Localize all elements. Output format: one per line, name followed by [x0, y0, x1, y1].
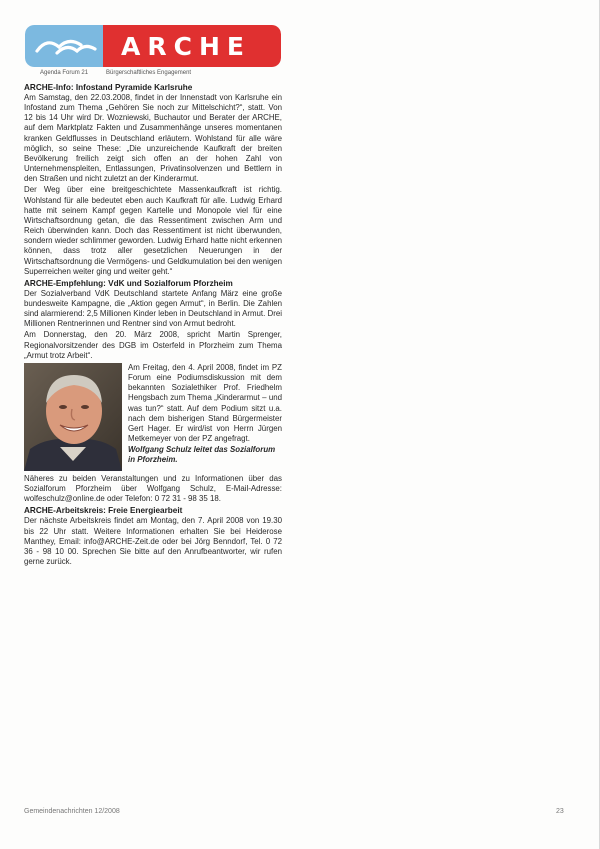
- section-2-contact: Näheres zu beiden Veranstaltungen und zu Informationen über das Sozialforum Pforzheim über Wolfgang Schulz, E-Mail-Adresse: wolfeschulz@online.de oder Telefon: 0 72 31 - 98 35 18.: [24, 473, 282, 504]
- birds-logo-icon: [25, 25, 103, 67]
- section-1-paragraph-1: Am Samstag, den 22.03.2008, findet in der Innenstadt von Karlsruhe ein Infostand zum Thema „Gehören Sie noch zur Mittelschicht?“, statt. Von 12 bis 14 Uhr wird Dr. Wozniewski, Buchautor und Berater der ARCHE, auf dem Marktplatz Fakten und Zusammenhänge unseres momentanen kranken Geldflusses in Deutschland erläutern. Wohlstand für alle wäre möglich, so seine These: „Die unzureichende Kaufkraft der breiten Bevölkerung freilich zeigt sich offen an der hohen Zahl von Unternehmenspleiten, Entlassungen, Privatinsolvenzen und Bettlern in den Straßen und nicht zuletzt an der Kinderarmut.: [24, 93, 282, 184]
- photo-side-paragraph: Am Freitag, den 4. April 2008, findet im PZ Forum eine Podiumsdiskussion mit dem bekannten Sozialethiker Prof. Friedhelm Hengsbach zum Thema „Kinderarmut – und was tun?“ statt. Auf dem Podium sitzt u.a. nach dem bisherigen Stand Bürgermeister Gert Hager. Er wird/ist von Herrn Jürgen Metkemeyer von der PZ angefragt.: [128, 362, 282, 443]
- section-1-paragraph-2: Der Weg über eine breitgeschichtete Massenkaufkraft ist richtig. Wohlstand für alle bedeutet eben auch Kaufkraft für alle. Ludwig Erhard hatte mit seinem Kampf gegen Kartelle und Monopole viel für eine Wirtschaftsordnung getan, die das Ressentiment zwischen Arm und Reich überwinden kann. Doch das Ressentiment ist nicht überwunden, sondern wieder schlimmer geworden. Ludwig Erhard hatte nicht erkennen können, dass trotz aller gesetzlichen Neuerungen in der Wirtschaftsordnung die Vermögens- und Geldkumulation bei den wenigen Superreichen weiter ging und weiter geht.“: [24, 185, 282, 276]
- section-1-title: ARCHE-Info: Infostand Pyramide Karlsruhe: [24, 83, 193, 92]
- logo-sub-left: Agenda Forum 21: [40, 70, 89, 76]
- footer-publication: Gemeindenachrichten 12/2008: [24, 808, 120, 815]
- section-3-paragraph-1: Der nächste Arbeitskreis findet am Montag, den 7. April 2008 von 19.30 bis 22 Uhr statt. Weitere Informationen erhalten Sie bei Heiderose Manthey, Email: info@ARCHE-Zeit.de oder bei Jörg Benndorf, Tel. 0 72 36 - 98 10 00. Sprechen Sie bitte auf den Anrufbeantworter, wir rufen gerne zurück.: [24, 516, 282, 566]
- portrait-photo: [24, 363, 122, 471]
- logo-sub-right: Bürgerschaftliches Engagement: [106, 70, 192, 76]
- section-2-paragraph-2: Am Donnerstag, den 20. März 2008, spricht Martin Sprenger, Regionalvorsitzender des DGB im Osterfeld in Pforzheim zum Thema „Armut trotz Arbeit“.: [24, 330, 282, 360]
- article-column: [24, 82, 282, 568]
- page-number: 23: [556, 808, 564, 815]
- section-2-title: ARCHE-Empfehlung: VdK und Sozialforum Pforzheim: [24, 278, 233, 288]
- photo-caption: Wolfgang Schulz leitet das Sozialforum in Pforzheim.: [128, 445, 276, 465]
- photo-block: [24, 363, 282, 471]
- section-3-title: ARCHE-Arbeitskreis: Freie Energiearbeit: [24, 506, 183, 516]
- section-2-paragraph-1: Der Sozialverband VdK Deutschland startete Anfang März eine große bundesweite Kampagne, die „Aktion gegen Armut“, in Berlin. Die Zahlen sind alarmierend: 2,5 Millionen Kinder leben in Deutschland in Armut. Drei Millionen Rentnerinnen und Rentner sind von Armut bedroht.: [24, 288, 282, 329]
- logo-subline: [40, 70, 191, 76]
- arche-logo: [25, 25, 281, 67]
- logo-text: ARCHE: [121, 31, 251, 61]
